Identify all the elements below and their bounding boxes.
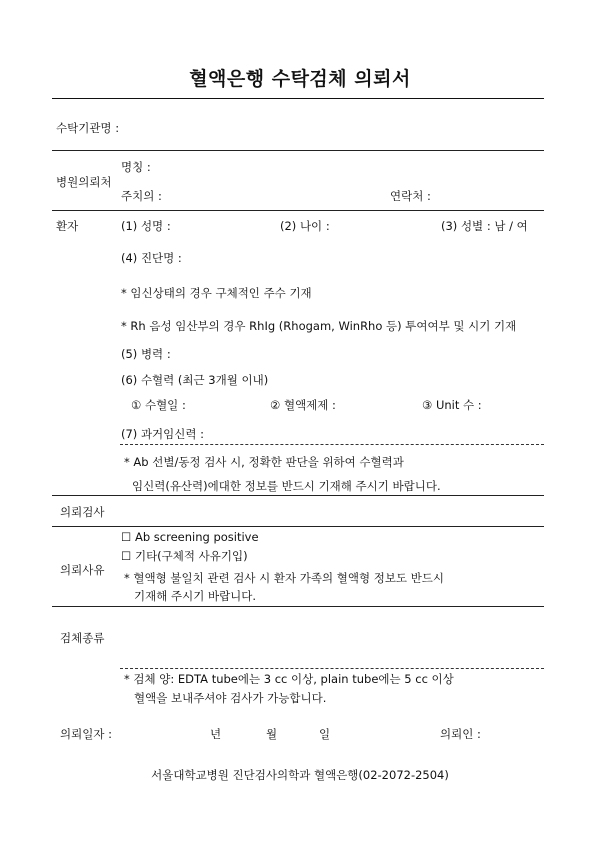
form-title: 혈액은행 수탁검체 의뢰서 xyxy=(189,68,411,90)
reason-label: 의뢰사유 xyxy=(60,563,105,577)
history-label: (5) 병력 : xyxy=(121,347,171,361)
reason-option-ab-screening[interactable]: ☐ Ab screening positive xyxy=(121,530,259,544)
footer-contact: 서울대학교병원 진단검사의학과 혈액은행(02-2072-2504) xyxy=(151,768,449,782)
hospital-section-label: 병원의뢰처 xyxy=(56,175,112,189)
transfusion-label: (6) 수혈력 (최근 3개월 이내) xyxy=(121,373,269,387)
ab-note-line2: 임신력(유산력)에대한 정보를 반드시 기재해 주시기 바랍니다. xyxy=(132,479,441,493)
patient-section-label: 환자 xyxy=(56,219,79,233)
request-date-label: 의뢰일자 : xyxy=(60,727,112,741)
pregnancy-history-label: (7) 과거임신력 : xyxy=(121,427,205,441)
transfusion-date-label: ① 수혈일 : xyxy=(131,398,186,412)
divider-institution xyxy=(52,150,544,151)
dashed-divider-specimen xyxy=(120,668,544,669)
blood-product-label: ② 혈액제제 : xyxy=(270,398,336,412)
reason-note-line1: * 혈액형 불일치 관련 검사 시 환자 가족의 혈액형 정보도 반드시 xyxy=(124,571,445,585)
ab-note-line1: * Ab 선별/동정 검사 시, 정확한 판단을 위하여 수혈력과 xyxy=(124,455,404,469)
test-label: 의뢰검사 xyxy=(60,505,105,519)
month-label: 월 xyxy=(266,727,278,741)
patient-sex-label: (3) 성별 : 남 / 여 xyxy=(441,219,528,233)
specimen-note-line2: 혈액을 보내주셔야 검사가 가능합니다. xyxy=(134,691,327,705)
divider-title xyxy=(52,98,544,99)
patient-name-label: (1) 성명 : xyxy=(121,219,171,233)
divider-hospital xyxy=(52,210,544,211)
divider-test xyxy=(52,526,544,527)
institution-label: 수탁기관명 : xyxy=(56,121,120,135)
year-label: 년 xyxy=(210,727,222,741)
divider-patient xyxy=(52,495,544,496)
pregnancy-note: * 임신상태의 경우 구체적인 주수 기재 xyxy=(121,286,312,300)
rh-note: * Rh 음성 임산부의 경우 RhIg (Rhogam, WinRho 등) 투여여부 및 시기 기재 xyxy=(121,319,517,333)
specimen-note-line1: * 검체 양: EDTA tube에는 3 cc 이상, plain tube에는 5 cc 이상 xyxy=(124,672,454,686)
requester-label: 의뢰인 : xyxy=(440,727,481,741)
reason-option-other[interactable]: ☐ 기타(구체적 사유기입) xyxy=(121,549,248,563)
doctor-label: 주치의 : xyxy=(121,189,162,203)
hospital-name-label: 명칭 : xyxy=(121,160,151,174)
specimen-label: 검체종류 xyxy=(60,631,105,645)
divider-reason xyxy=(52,606,544,607)
day-label: 일 xyxy=(319,727,331,741)
reason-note-line2: 기재해 주시기 바랍니다. xyxy=(134,589,257,603)
dashed-divider-patient xyxy=(120,444,544,445)
contact-label: 연락처 : xyxy=(390,189,431,203)
unit-label: ③ Unit 수 : xyxy=(422,398,482,412)
patient-age-label: (2) 나이 : xyxy=(280,219,330,233)
diagnosis-label: (4) 진단명 : xyxy=(121,251,182,265)
